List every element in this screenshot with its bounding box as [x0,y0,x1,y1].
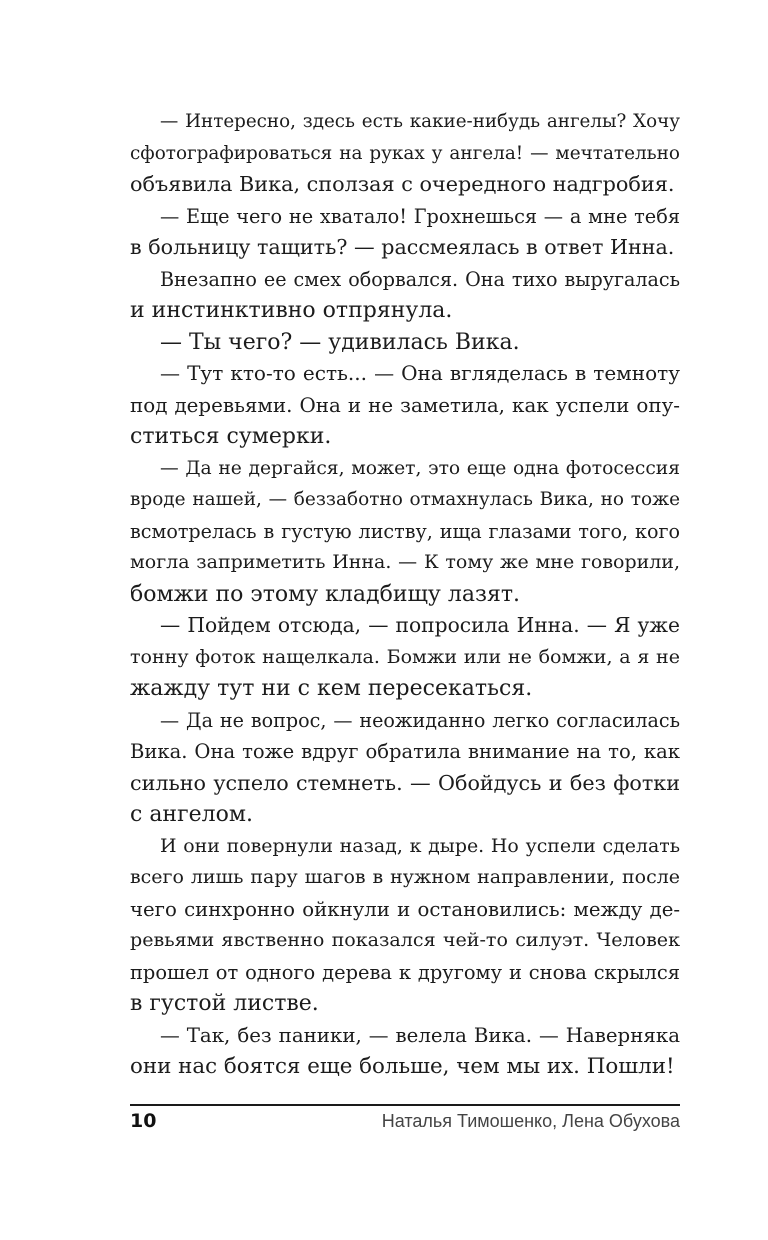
text-line: Вика. Она тоже вдруг обратила внимание на то, как [130,740,680,763]
text-line: они нас боятся еще больше, чем мы их. Пошли! [130,1054,675,1079]
text-line: под деревьями. Она и не заметила, как успели опу- [130,393,680,417]
text-line: всмотрелась в густую листву, ища глазами того, кого [130,519,680,543]
text-line: объявила Вика, сползая с очередного надгробия. [130,172,675,196]
text-line: с ангелом. [130,802,253,827]
text-line: жажду тут ни с кем пересекаться. [130,676,533,701]
text-line: всего лишь пару шагов в нужном направлении, после [130,866,680,888]
text-line: И они повернули назад, к дыре. Но успели сделать [160,834,680,857]
text-line: ститься сумерки. [130,424,332,449]
text-line: — Тут кто-то есть... — Она вгляделась в темноту [160,361,680,385]
footer-divider [130,1104,680,1106]
text-line: — Ты чего? — удивилась Вика. [160,329,520,355]
text-line: вроде нашей, — беззаботно отмахнулась Вика, но тоже [130,489,680,510]
running-head-authors: Наталья Тимошенко, Лена Обухова [381,1111,680,1131]
text-line: в густой листве. [130,991,319,1016]
text-line: — Интересно, здесь есть какие-нибудь ангелы? Хочу [160,111,680,132]
text-line: тонну фоток нащелкала. Бомжи или не бомжи, а я не [130,645,680,668]
text-line: ревьями явственно показался чей-то силуэт. Человек [130,929,680,951]
text-line: в больницу тащить? — рассмеялась в ответ Инна. [130,235,675,259]
text-line: — Еще чего не хватало! Грохнешься — а мне тебя [160,204,680,228]
text-line: могла заприметить Инна. — К тому же мне говорили, [130,551,680,573]
text-line: сфотографироваться на руках у ангела! — мечтательно [130,142,680,164]
text-line: Внезапно ее смех оборвался. Она тихо выругалась [160,267,680,291]
text-line: бомжи по этому кладбищу лазят. [130,581,521,607]
body-text [130,106,680,1083]
text-line: — Да не вопрос, — неожиданно легко согласилась [160,708,680,732]
text-line: — Пойдем отсюда, — попросила Инна. — Я уже [160,613,680,637]
page-number: 10 [130,1110,157,1132]
text-line: прошел от одного дерева к другому и снова скрылся [130,960,680,984]
text-line: — Так, без паники, — велела Вика. — Наверняка [160,1023,680,1047]
text-line: — Да не дергайся, может, это еще одна фотосессия [160,457,680,479]
text-line: сильно успело стемнеть. — Обойдусь и без фотки [130,770,680,795]
text-line: и инстинктивно отпрянула. [130,298,453,323]
text-line: чего синхронно ойкнули и остановились: между де- [130,897,680,921]
